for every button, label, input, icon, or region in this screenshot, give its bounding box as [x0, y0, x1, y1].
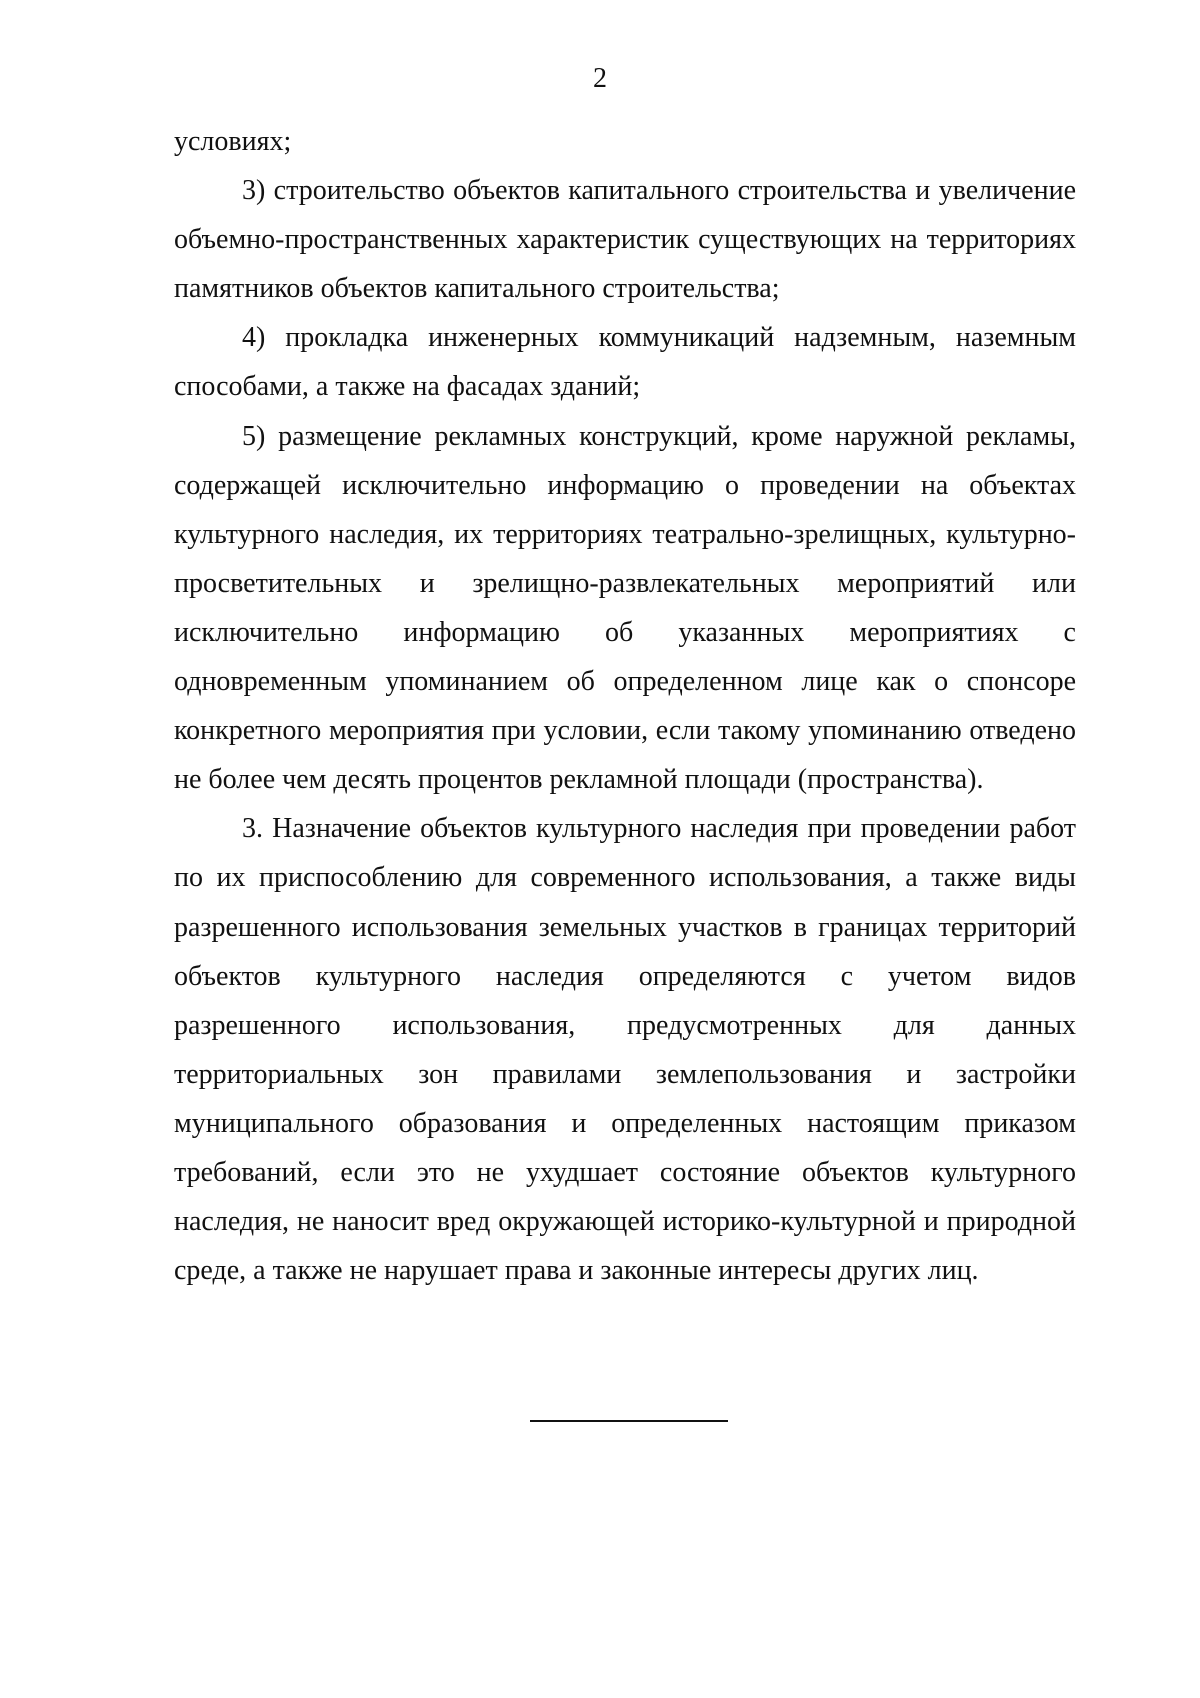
end-of-document-rule [530, 1420, 728, 1422]
page-number: 2 [593, 63, 607, 94]
paragraph-item-3: 3) строительство объектов капитального строительства и увеличение объемно-пространственных характеристик существующих на территориях памятников объектов капитального строительства; [174, 175, 1076, 305]
paragraph-item-4: 4) прокладка инженерных коммуникаций надземным, наземным способами, а также на фасадах зданий; [174, 322, 1076, 403]
document-body [174, 117, 1076, 1295]
paragraph-item-5: 5) размещение рекламных конструкций, кроме наружной рекламы, содержащей исключительно информацию о проведении на объектах культурного наследия, их территориях театрально-зрелищных, культурно-просветительных и зрелищно-развлекательных мероприятий или исключительно информацию об указанных мероприятиях с одновременным упоминанием об определенном лице как о спонсоре конкретного мероприятия при условии, если такому упоминанию отведено не более чем десять процентов рекламной площади (пространства). [174, 420, 1076, 796]
paragraph-section-3: 3. Назначение объектов культурного наследия при проведении работ по их приспособлению для современного использования, а также виды разрешенного использования земельных участков в границах территорий объектов культурного наследия определяются с учетом видов разрешенного использования, предусмотренных для данных территориальных зон правилами землепользования и застройки муниципального образования и определенных настоящим приказом требований, если это не ухудшает состояние объектов культурного наследия, не наносит вред окружающей историко-культурной и природной среде, а также не нарушает права и законные интересы других лиц. [174, 813, 1076, 1287]
paragraph-continuation: условиях; [174, 126, 292, 157]
